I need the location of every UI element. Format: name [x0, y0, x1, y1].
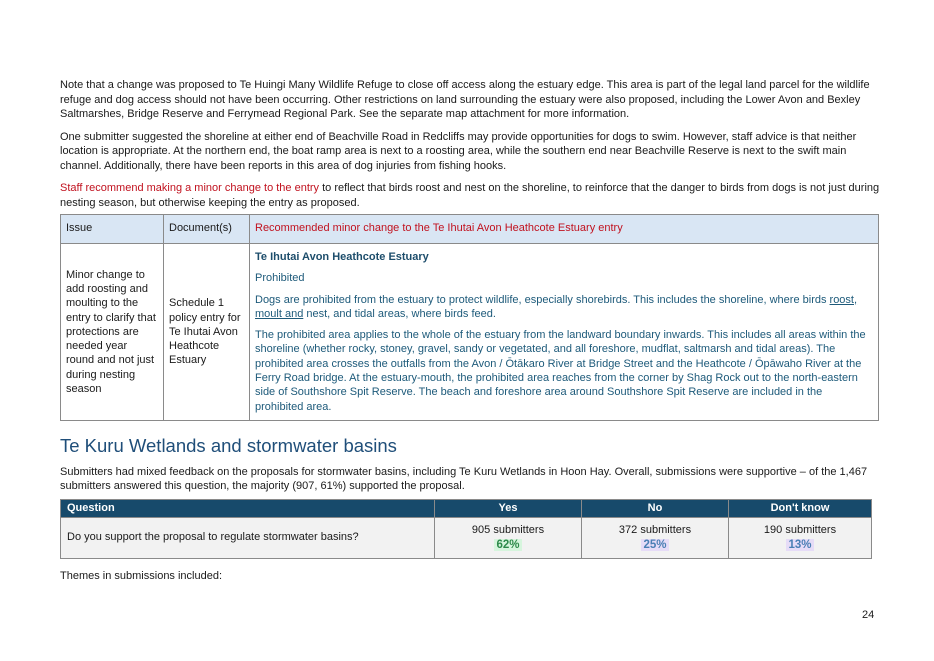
entry-p1-underlined-change: roost, moult and	[255, 293, 858, 320]
recommendation-table	[60, 214, 879, 421]
question-header-row	[61, 499, 872, 517]
documents-header: Document(s)	[164, 215, 250, 244]
document-cell: Schedule 1 policy entry for Te Ihutai Avon Heathcote Estuary	[164, 244, 250, 421]
yes-cell	[435, 517, 582, 558]
no-percent: 25%	[643, 538, 667, 551]
recommendation-rest-text: to reflect that birds roost and nest on the shoreline, to reinforce that the danger to birds from dogs is not just during nesting season, but otherwise keeping the entry as proposed.	[60, 182, 880, 209]
yes-header: Yes	[435, 499, 582, 517]
dont-know-header: Don't know	[729, 499, 872, 517]
question-table	[60, 499, 872, 559]
no-cell	[582, 517, 729, 558]
entry-status: Prohibited	[255, 272, 305, 285]
entry-paragraph-1	[255, 293, 873, 322]
question-row	[61, 517, 872, 558]
yes-count: 905 submitters	[471, 523, 545, 536]
yes-percent: 62%	[496, 538, 520, 551]
question-cell: Do you support the proposal to regulate stormwater basins?	[61, 517, 435, 558]
intro-paragraph-1: Note that a change was proposed to Te Huingi Many Wildlife Refuge to close off access along the estuary edge. This area is part of the legal land parcel for the wildlife refuge and dog access should not have been occurring. Other restrictions on land surrounding the estuary were also proposed, including the Lower Avon and Bexley Saltmarshes, Bridge Reserve and Ferrymead Regional Park. See the separate map attachment for more information.	[60, 79, 870, 120]
page-number: 24	[862, 609, 875, 621]
dont-know-count: 190 submitters	[763, 523, 837, 536]
entry-paragraph-2: The prohibited area applies to the whole of the estuary from the landward boundary inwards. This includes all areas within the shoreline (whether rocky, stoney, gravel, sandy or vegetated, and all foreshore, mudflat, saltmarsh and tidal areas). The prohibited area crosses the outfalls from the Avon / Ōtākaro River at Bridge Street and the Heathcote / Ōpāwaho River at the Ferry Road bridge. At the estuary-mouth, the prohibited area reaches from the corner by Shag Rock out to the north-eastern side of Southshore Spit Reserve. The beach and foreshore area around Southshore Spit Reserve are included in the prohibited area.	[255, 329, 866, 413]
question-header: Question	[61, 499, 435, 517]
intro-paragraph-2: One submitter suggested the shoreline at either end of Beachville Road in Redcliffs may provide opportunities for dogs to swim. However, staff advice is that neither location is appropriate. At the northern end, the boat ramp area is next to a roosting area, while the southern end near Beachville Reserve is next to the swift main channel. Additionally, there have been reports in this area of dog injuries from fishing hooks.	[60, 130, 857, 172]
staff-recommendation-text: Staff recommend making a minor change to the entry	[60, 182, 320, 194]
issue-header: Issue	[61, 215, 164, 244]
no-count: 372 submitters	[618, 523, 692, 536]
dont-know-percent: 13%	[788, 538, 812, 551]
recommendation-row	[61, 244, 879, 421]
entry-p1-end: nest, and tidal areas, where birds feed.	[303, 307, 496, 320]
entry-cell	[250, 244, 879, 421]
dont-know-cell	[729, 517, 872, 558]
section-paragraph: Submitters had mixed feedback on the proposals for stormwater basins, including Te Kuru Wetlands in Hoon Hay. Overall, submissions were supportive – of the 1,467 submitters answered this question, the majority (907, 61%) supported the proposal.	[60, 465, 868, 493]
section-heading: Te Kuru Wetlands and stormwater basins	[60, 434, 397, 456]
recommendation-header-row	[61, 215, 879, 244]
entry-p1-start: Dogs are prohibited from the estuary to protect wildlife, especially shorebirds. This includes the shoreline, where birds	[255, 293, 830, 306]
themes-label: Themes in submissions included:	[60, 569, 223, 582]
no-header: No	[582, 499, 729, 517]
entry-title: Te Ihutai Avon Heathcote Estuary	[255, 251, 429, 263]
intro-paragraph-3	[60, 181, 880, 210]
recommended-change-header: Recommended minor change to the Te Ihutai Avon Heathcote Estuary entry	[250, 215, 879, 244]
document-page	[60, 78, 880, 583]
issue-cell: Minor change to add roosting and moulting to the entry to clarify that protections are needed year round and not just during nesting season	[61, 244, 164, 421]
